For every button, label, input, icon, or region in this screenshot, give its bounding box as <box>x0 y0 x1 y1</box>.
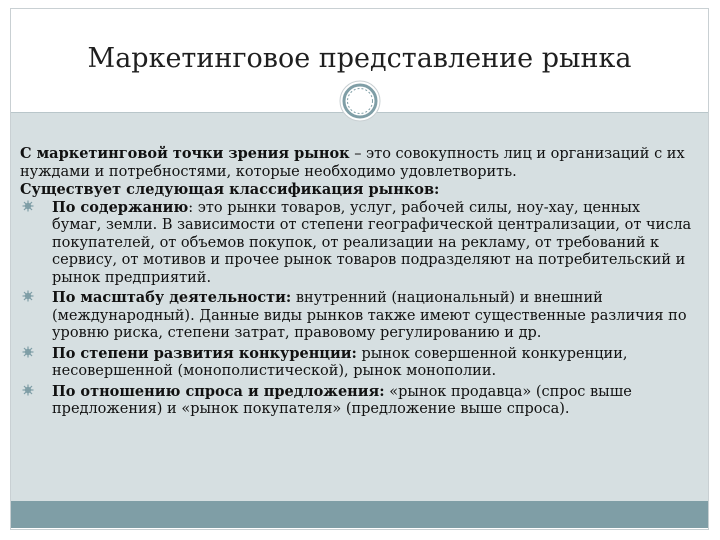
list-item <box>20 345 692 381</box>
classification-list <box>20 199 692 419</box>
sun-bullet-icon <box>22 346 34 358</box>
item-label: По отношению спроса и предложения: <box>52 382 385 400</box>
item-text: : это рынки товаров, услуг, рабочей силы, ноу-хау, ценных бумаг, земли. В зависимости от степени географической централизации, от числа покупателей, от объемов покупок, от реализации на рекламу, от требований к сервису, от мотивов и прочее рынок товаров подразделяют на потребительский и рынок предприятий. <box>52 199 692 286</box>
slide-title: Маркетинговое представление рынка <box>87 43 632 74</box>
sun-bullet-icon <box>22 290 34 302</box>
footer-bar <box>11 501 708 528</box>
classification-heading: Существует следующая классификация рынков: <box>20 181 440 198</box>
sun-bullet-icon <box>22 384 34 396</box>
definition-paragraph <box>20 145 692 181</box>
list-item <box>20 383 692 419</box>
list-item <box>20 289 692 343</box>
sun-bullet-icon <box>22 200 34 212</box>
item-text: рынок совершенной конкуренции, несовершенной (монополистической), рынок монополии. <box>52 345 628 379</box>
item-text: внутренний (национальный) и внешний (международный). Данные виды рынков также имеют существенные различия по уровню риска, степени затрат, правовому регулированию и др. <box>52 290 687 341</box>
item-label: По степени развития конкуренции: <box>52 344 357 362</box>
list-item <box>20 199 692 288</box>
item-text: «рынок продавца» (спрос выше предложения) и «рынок покупателя» (предложение выше спроса). <box>52 383 632 417</box>
item-label: По масштабу деятельности: <box>52 289 292 306</box>
definition-text: – это совокупность лиц и организаций с их нуждами и потребностями, которые необходимо удовлетворить. <box>20 146 685 180</box>
definition-term: С маркетинговой точки зрения рынок <box>20 145 350 162</box>
item-label: По содержанию <box>52 198 189 216</box>
circle-ornament-icon <box>339 80 381 122</box>
body-text <box>20 145 692 421</box>
